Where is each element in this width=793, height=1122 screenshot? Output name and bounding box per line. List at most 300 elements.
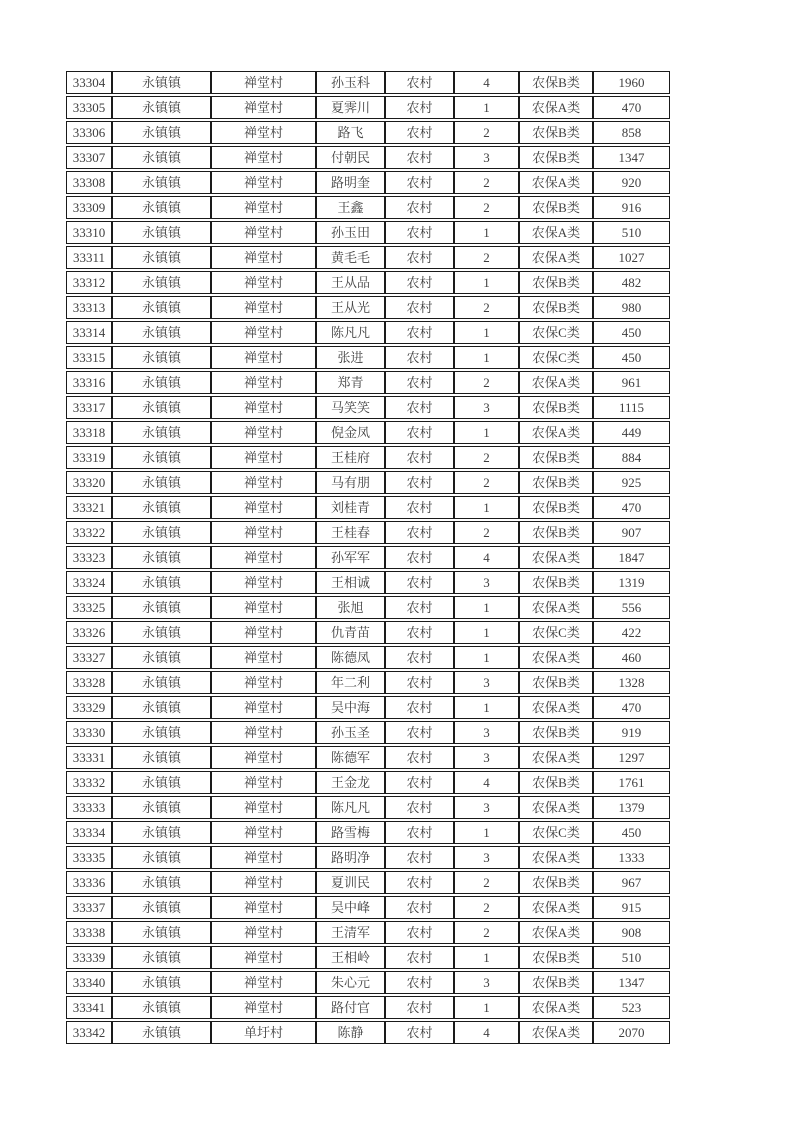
cell-town: 永镇镇 <box>112 296 211 319</box>
cell-insurance-category: 农保A类 <box>519 596 593 619</box>
cell-residence-type: 农村 <box>385 596 454 619</box>
cell-person-count: 2 <box>454 871 519 894</box>
cell-person-count: 1 <box>454 421 519 444</box>
table-row <box>66 471 670 494</box>
cell-person-name: 倪金凤 <box>316 421 385 444</box>
cell-village: 禅堂村 <box>211 121 316 144</box>
cell-insurance-category: 农保B类 <box>519 671 593 694</box>
cell-record-no: 33304 <box>66 71 112 94</box>
cell-person-count: 2 <box>454 921 519 944</box>
cell-amount: 884 <box>593 446 670 469</box>
cell-residence-type: 农村 <box>385 321 454 344</box>
cell-person-count: 1 <box>454 596 519 619</box>
cell-village: 禅堂村 <box>211 621 316 644</box>
cell-person-count: 2 <box>454 121 519 144</box>
cell-amount: 915 <box>593 896 670 919</box>
cell-person-name: 王相诚 <box>316 571 385 594</box>
cell-person-count: 3 <box>454 746 519 769</box>
cell-person-name: 吴中峰 <box>316 896 385 919</box>
cell-village: 禅堂村 <box>211 496 316 519</box>
cell-amount: 1847 <box>593 546 670 569</box>
table-row <box>66 696 670 719</box>
cell-insurance-category: 农保B类 <box>519 771 593 794</box>
cell-record-no: 33325 <box>66 596 112 619</box>
cell-residence-type: 农村 <box>385 846 454 869</box>
table-body <box>66 71 670 1044</box>
cell-residence-type: 农村 <box>385 221 454 244</box>
cell-person-name: 孙玉科 <box>316 71 385 94</box>
cell-town: 永镇镇 <box>112 146 211 169</box>
table-row <box>66 221 670 244</box>
table-row <box>66 346 670 369</box>
table-row <box>66 71 670 94</box>
cell-person-name: 王从品 <box>316 271 385 294</box>
cell-person-name: 陈德军 <box>316 746 385 769</box>
cell-record-no: 33331 <box>66 746 112 769</box>
cell-town: 永镇镇 <box>112 121 211 144</box>
cell-person-count: 2 <box>454 896 519 919</box>
cell-residence-type: 农村 <box>385 871 454 894</box>
cell-village: 禅堂村 <box>211 371 316 394</box>
table-row <box>66 896 670 919</box>
cell-person-count: 3 <box>454 671 519 694</box>
cell-insurance-category: 农保A类 <box>519 421 593 444</box>
cell-town: 永镇镇 <box>112 521 211 544</box>
cell-person-count: 2 <box>454 521 519 544</box>
cell-record-no: 33341 <box>66 996 112 1019</box>
cell-insurance-category: 农保B类 <box>519 446 593 469</box>
cell-village: 禅堂村 <box>211 721 316 744</box>
cell-insurance-category: 农保B类 <box>519 271 593 294</box>
cell-residence-type: 农村 <box>385 471 454 494</box>
cell-amount: 907 <box>593 521 670 544</box>
cell-village: 禅堂村 <box>211 771 316 794</box>
cell-person-name: 陈德凤 <box>316 646 385 669</box>
table-row <box>66 846 670 869</box>
cell-town: 永镇镇 <box>112 771 211 794</box>
cell-insurance-category: 农保A类 <box>519 896 593 919</box>
cell-insurance-category: 农保A类 <box>519 96 593 119</box>
cell-record-no: 33322 <box>66 521 112 544</box>
cell-village: 禅堂村 <box>211 196 316 219</box>
cell-residence-type: 农村 <box>385 521 454 544</box>
cell-residence-type: 农村 <box>385 571 454 594</box>
cell-residence-type: 农村 <box>385 346 454 369</box>
cell-residence-type: 农村 <box>385 971 454 994</box>
cell-town: 永镇镇 <box>112 621 211 644</box>
cell-town: 永镇镇 <box>112 596 211 619</box>
cell-person-name: 吴中海 <box>316 696 385 719</box>
cell-insurance-category: 农保B类 <box>519 496 593 519</box>
cell-insurance-category: 农保B类 <box>519 946 593 969</box>
cell-person-name: 路飞 <box>316 121 385 144</box>
cell-person-name: 年二利 <box>316 671 385 694</box>
cell-person-count: 3 <box>454 796 519 819</box>
cell-person-name: 黄毛毛 <box>316 246 385 269</box>
cell-village: 禅堂村 <box>211 821 316 844</box>
cell-record-no: 33308 <box>66 171 112 194</box>
cell-person-count: 1 <box>454 621 519 644</box>
cell-record-no: 33309 <box>66 196 112 219</box>
cell-person-count: 2 <box>454 446 519 469</box>
cell-amount: 470 <box>593 496 670 519</box>
cell-person-count: 1 <box>454 346 519 369</box>
cell-residence-type: 农村 <box>385 171 454 194</box>
cell-insurance-category: 农保B类 <box>519 196 593 219</box>
cell-village: 禅堂村 <box>211 446 316 469</box>
cell-amount: 450 <box>593 821 670 844</box>
cell-amount: 2070 <box>593 1021 670 1044</box>
cell-person-name: 夏霁川 <box>316 96 385 119</box>
cell-residence-type: 农村 <box>385 296 454 319</box>
cell-town: 永镇镇 <box>112 896 211 919</box>
cell-amount: 510 <box>593 221 670 244</box>
cell-record-no: 33330 <box>66 721 112 744</box>
cell-amount: 908 <box>593 921 670 944</box>
cell-village: 禅堂村 <box>211 571 316 594</box>
table-row <box>66 196 670 219</box>
insurance-records-table <box>66 69 670 1046</box>
cell-record-no: 33312 <box>66 271 112 294</box>
cell-person-count: 1 <box>454 221 519 244</box>
cell-residence-type: 农村 <box>385 421 454 444</box>
cell-town: 永镇镇 <box>112 196 211 219</box>
cell-record-no: 33305 <box>66 96 112 119</box>
cell-insurance-category: 农保A类 <box>519 921 593 944</box>
cell-amount: 460 <box>593 646 670 669</box>
cell-person-count: 1 <box>454 496 519 519</box>
cell-insurance-category: 农保C类 <box>519 621 593 644</box>
cell-residence-type: 农村 <box>385 1021 454 1044</box>
cell-town: 永镇镇 <box>112 246 211 269</box>
cell-person-name: 刘桂青 <box>316 496 385 519</box>
cell-person-name: 孙玉田 <box>316 221 385 244</box>
cell-person-name: 孙玉圣 <box>316 721 385 744</box>
cell-town: 永镇镇 <box>112 546 211 569</box>
cell-town: 永镇镇 <box>112 671 211 694</box>
cell-amount: 925 <box>593 471 670 494</box>
table-row <box>66 946 670 969</box>
cell-amount: 556 <box>593 596 670 619</box>
cell-record-no: 33320 <box>66 471 112 494</box>
cell-town: 永镇镇 <box>112 746 211 769</box>
cell-record-no: 33342 <box>66 1021 112 1044</box>
cell-person-name: 张旭 <box>316 596 385 619</box>
cell-person-name: 王桂府 <box>316 446 385 469</box>
cell-village: 禅堂村 <box>211 296 316 319</box>
cell-person-name: 路付官 <box>316 996 385 1019</box>
cell-person-count: 2 <box>454 296 519 319</box>
cell-village: 禅堂村 <box>211 946 316 969</box>
cell-record-no: 33317 <box>66 396 112 419</box>
cell-village: 禅堂村 <box>211 696 316 719</box>
cell-residence-type: 农村 <box>385 671 454 694</box>
cell-town: 永镇镇 <box>112 471 211 494</box>
cell-record-no: 33321 <box>66 496 112 519</box>
cell-person-name: 王鑫 <box>316 196 385 219</box>
cell-amount: 1960 <box>593 71 670 94</box>
cell-residence-type: 农村 <box>385 946 454 969</box>
cell-person-count: 4 <box>454 771 519 794</box>
cell-amount: 916 <box>593 196 670 219</box>
cell-town: 永镇镇 <box>112 371 211 394</box>
cell-village: 禅堂村 <box>211 996 316 1019</box>
cell-amount: 450 <box>593 346 670 369</box>
cell-amount: 510 <box>593 946 670 969</box>
cell-amount: 920 <box>593 171 670 194</box>
cell-person-count: 1 <box>454 696 519 719</box>
cell-insurance-category: 农保A类 <box>519 546 593 569</box>
cell-village: 禅堂村 <box>211 646 316 669</box>
cell-village: 禅堂村 <box>211 596 316 619</box>
cell-person-count: 2 <box>454 196 519 219</box>
cell-town: 永镇镇 <box>112 796 211 819</box>
table-row <box>66 996 670 1019</box>
cell-town: 永镇镇 <box>112 996 211 1019</box>
cell-amount: 961 <box>593 371 670 394</box>
cell-residence-type: 农村 <box>385 371 454 394</box>
cell-town: 永镇镇 <box>112 321 211 344</box>
cell-residence-type: 农村 <box>385 896 454 919</box>
cell-residence-type: 农村 <box>385 546 454 569</box>
cell-person-name: 路明奎 <box>316 171 385 194</box>
cell-record-no: 33316 <box>66 371 112 394</box>
cell-insurance-category: 农保C类 <box>519 346 593 369</box>
cell-record-no: 33326 <box>66 621 112 644</box>
cell-insurance-category: 农保A类 <box>519 846 593 869</box>
cell-amount: 1347 <box>593 971 670 994</box>
cell-amount: 1761 <box>593 771 670 794</box>
cell-record-no: 33333 <box>66 796 112 819</box>
cell-insurance-category: 农保B类 <box>519 871 593 894</box>
cell-person-count: 3 <box>454 146 519 169</box>
cell-person-name: 王从光 <box>316 296 385 319</box>
cell-person-name: 郑青 <box>316 371 385 394</box>
cell-village: 禅堂村 <box>211 846 316 869</box>
cell-insurance-category: 农保C类 <box>519 321 593 344</box>
cell-person-count: 3 <box>454 846 519 869</box>
cell-insurance-category: 农保B类 <box>519 521 593 544</box>
cell-town: 永镇镇 <box>112 346 211 369</box>
cell-insurance-category: 农保A类 <box>519 696 593 719</box>
cell-insurance-category: 农保B类 <box>519 296 593 319</box>
cell-record-no: 33315 <box>66 346 112 369</box>
cell-record-no: 33334 <box>66 821 112 844</box>
cell-person-count: 3 <box>454 396 519 419</box>
cell-person-name: 王相岭 <box>316 946 385 969</box>
cell-record-no: 33338 <box>66 921 112 944</box>
cell-residence-type: 农村 <box>385 821 454 844</box>
table-row <box>66 746 670 769</box>
cell-insurance-category: 农保A类 <box>519 171 593 194</box>
cell-amount: 1333 <box>593 846 670 869</box>
cell-person-count: 1 <box>454 271 519 294</box>
table-row <box>66 971 670 994</box>
table-row <box>66 121 670 144</box>
cell-town: 永镇镇 <box>112 696 211 719</box>
cell-person-name: 路雪梅 <box>316 821 385 844</box>
cell-village: 禅堂村 <box>211 871 316 894</box>
cell-record-no: 33319 <box>66 446 112 469</box>
cell-town: 永镇镇 <box>112 171 211 194</box>
cell-person-count: 3 <box>454 721 519 744</box>
cell-residence-type: 农村 <box>385 271 454 294</box>
cell-residence-type: 农村 <box>385 771 454 794</box>
cell-town: 永镇镇 <box>112 921 211 944</box>
cell-person-count: 3 <box>454 571 519 594</box>
table-row <box>66 921 670 944</box>
cell-person-count: 4 <box>454 546 519 569</box>
cell-amount: 1379 <box>593 796 670 819</box>
cell-person-count: 1 <box>454 646 519 669</box>
table-row <box>66 821 670 844</box>
cell-amount: 422 <box>593 621 670 644</box>
cell-residence-type: 农村 <box>385 496 454 519</box>
cell-insurance-category: 农保B类 <box>519 71 593 94</box>
cell-village: 禅堂村 <box>211 346 316 369</box>
cell-person-name: 付朝民 <box>316 146 385 169</box>
table-row <box>66 171 670 194</box>
cell-record-no: 33340 <box>66 971 112 994</box>
cell-residence-type: 农村 <box>385 721 454 744</box>
table-row <box>66 721 670 744</box>
cell-town: 永镇镇 <box>112 571 211 594</box>
cell-amount: 1115 <box>593 396 670 419</box>
cell-residence-type: 农村 <box>385 96 454 119</box>
cell-record-no: 33328 <box>66 671 112 694</box>
table-row <box>66 321 670 344</box>
table-row <box>66 96 670 119</box>
cell-insurance-category: 农保B类 <box>519 471 593 494</box>
table-row <box>66 146 670 169</box>
cell-insurance-category: 农保A类 <box>519 371 593 394</box>
cell-town: 永镇镇 <box>112 396 211 419</box>
cell-residence-type: 农村 <box>385 796 454 819</box>
cell-amount: 1328 <box>593 671 670 694</box>
table-row <box>66 246 670 269</box>
cell-village: 禅堂村 <box>211 421 316 444</box>
cell-record-no: 33310 <box>66 221 112 244</box>
cell-insurance-category: 农保B类 <box>519 121 593 144</box>
cell-person-name: 仇青苗 <box>316 621 385 644</box>
table-row <box>66 371 670 394</box>
cell-record-no: 33318 <box>66 421 112 444</box>
cell-village: 禅堂村 <box>211 921 316 944</box>
table-row <box>66 796 670 819</box>
cell-town: 永镇镇 <box>112 71 211 94</box>
cell-person-name: 孙军军 <box>316 546 385 569</box>
cell-village: 禅堂村 <box>211 746 316 769</box>
cell-person-count: 1 <box>454 321 519 344</box>
cell-person-name: 陈静 <box>316 1021 385 1044</box>
cell-village: 禅堂村 <box>211 471 316 494</box>
cell-village: 禅堂村 <box>211 71 316 94</box>
cell-insurance-category: 农保A类 <box>519 746 593 769</box>
cell-village: 禅堂村 <box>211 521 316 544</box>
cell-person-name: 王桂春 <box>316 521 385 544</box>
cell-town: 永镇镇 <box>112 971 211 994</box>
cell-village: 禅堂村 <box>211 221 316 244</box>
cell-amount: 482 <box>593 271 670 294</box>
cell-person-count: 1 <box>454 946 519 969</box>
cell-town: 永镇镇 <box>112 221 211 244</box>
cell-residence-type: 农村 <box>385 71 454 94</box>
cell-amount: 1347 <box>593 146 670 169</box>
cell-insurance-category: 农保A类 <box>519 246 593 269</box>
cell-insurance-category: 农保B类 <box>519 721 593 744</box>
cell-amount: 470 <box>593 96 670 119</box>
cell-person-name: 夏训民 <box>316 871 385 894</box>
cell-residence-type: 农村 <box>385 921 454 944</box>
cell-record-no: 33306 <box>66 121 112 144</box>
cell-town: 永镇镇 <box>112 871 211 894</box>
cell-amount: 523 <box>593 996 670 1019</box>
cell-village: 禅堂村 <box>211 671 316 694</box>
cell-village: 禅堂村 <box>211 171 316 194</box>
cell-record-no: 33329 <box>66 696 112 719</box>
cell-residence-type: 农村 <box>385 196 454 219</box>
cell-amount: 1319 <box>593 571 670 594</box>
cell-town: 永镇镇 <box>112 96 211 119</box>
cell-town: 永镇镇 <box>112 446 211 469</box>
cell-town: 永镇镇 <box>112 496 211 519</box>
cell-residence-type: 农村 <box>385 996 454 1019</box>
cell-residence-type: 农村 <box>385 146 454 169</box>
cell-insurance-category: 农保A类 <box>519 221 593 244</box>
cell-village: 禅堂村 <box>211 271 316 294</box>
cell-record-no: 33313 <box>66 296 112 319</box>
cell-person-count: 1 <box>454 821 519 844</box>
table-row <box>66 521 670 544</box>
cell-record-no: 33327 <box>66 646 112 669</box>
cell-amount: 449 <box>593 421 670 444</box>
table-row <box>66 671 670 694</box>
cell-insurance-category: 农保A类 <box>519 646 593 669</box>
cell-person-name: 王金龙 <box>316 771 385 794</box>
cell-person-count: 2 <box>454 171 519 194</box>
cell-person-name: 陈凡凡 <box>316 321 385 344</box>
cell-insurance-category: 农保B类 <box>519 971 593 994</box>
cell-record-no: 33339 <box>66 946 112 969</box>
cell-village: 禅堂村 <box>211 971 316 994</box>
cell-person-count: 2 <box>454 246 519 269</box>
cell-village: 禅堂村 <box>211 796 316 819</box>
cell-person-name: 路明净 <box>316 846 385 869</box>
cell-person-count: 2 <box>454 471 519 494</box>
cell-person-name: 马笑笑 <box>316 396 385 419</box>
cell-village: 禅堂村 <box>211 546 316 569</box>
cell-amount: 1027 <box>593 246 670 269</box>
cell-town: 永镇镇 <box>112 271 211 294</box>
cell-insurance-category: 农保B类 <box>519 396 593 419</box>
cell-amount: 450 <box>593 321 670 344</box>
cell-residence-type: 农村 <box>385 621 454 644</box>
cell-record-no: 33332 <box>66 771 112 794</box>
table-row <box>66 421 670 444</box>
cell-amount: 980 <box>593 296 670 319</box>
cell-record-no: 33335 <box>66 846 112 869</box>
cell-town: 永镇镇 <box>112 721 211 744</box>
cell-residence-type: 农村 <box>385 746 454 769</box>
cell-town: 永镇镇 <box>112 646 211 669</box>
cell-amount: 919 <box>593 721 670 744</box>
cell-village: 禅堂村 <box>211 146 316 169</box>
cell-residence-type: 农村 <box>385 696 454 719</box>
table-row <box>66 446 670 469</box>
table-row <box>66 296 670 319</box>
table-row <box>66 621 670 644</box>
cell-record-no: 33337 <box>66 896 112 919</box>
